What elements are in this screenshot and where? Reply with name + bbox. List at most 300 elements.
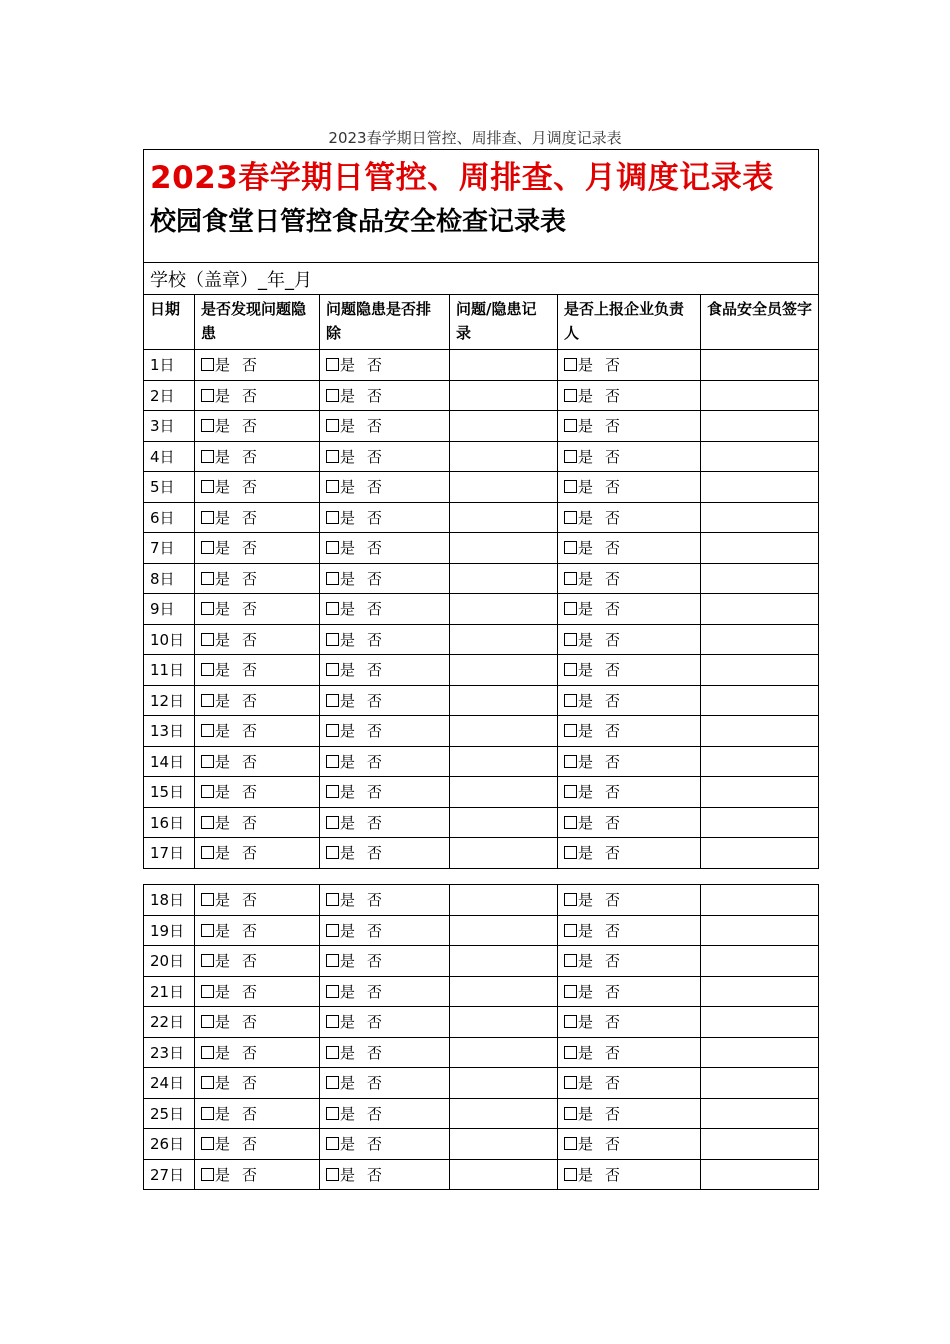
- checkbox-icon[interactable]: [564, 816, 577, 829]
- table-row: [144, 624, 819, 655]
- page-header: 2023春学期日管控、周排查、月调度记录表: [328, 129, 622, 147]
- option-no: 否: [367, 691, 383, 710]
- table-row: [144, 685, 819, 716]
- checkbox-icon[interactable]: [326, 480, 339, 493]
- option-no: 否: [605, 569, 621, 588]
- option-no: 否: [367, 539, 383, 558]
- option-no: 否: [367, 356, 383, 375]
- checkbox-icon[interactable]: [201, 511, 214, 524]
- reported-cell: [558, 411, 701, 442]
- reported-cell: [558, 1037, 701, 1068]
- checkbox-icon[interactable]: [326, 694, 339, 707]
- signature-cell[interactable]: [701, 746, 819, 777]
- checkbox-icon[interactable]: [564, 1168, 577, 1181]
- option-yes: 是: [215, 630, 231, 649]
- option-yes: 是: [215, 891, 231, 910]
- signature-cell[interactable]: [701, 838, 819, 869]
- checkbox-icon[interactable]: [201, 572, 214, 585]
- option-no: 否: [367, 508, 383, 527]
- signature-cell[interactable]: [701, 885, 819, 916]
- issue-record-cell[interactable]: [450, 350, 558, 381]
- column-header-signature: 食品安全员签字: [701, 295, 819, 350]
- issue-found-cell: [195, 1007, 320, 1038]
- option-yes: 是: [578, 1013, 594, 1032]
- issue-resolved-cell: [320, 472, 450, 503]
- checkbox-icon[interactable]: [326, 663, 339, 676]
- option-no: 否: [605, 691, 621, 710]
- checkbox-icon[interactable]: [201, 924, 214, 937]
- option-yes: 是: [215, 508, 231, 527]
- checkbox-icon[interactable]: [564, 954, 577, 967]
- issue-record-cell[interactable]: [450, 502, 558, 533]
- issue-resolved-cell: [320, 502, 450, 533]
- column-header-reported: 是否上报企业负责人: [558, 295, 701, 350]
- option-yes: 是: [215, 356, 231, 375]
- issue-resolved-cell: [320, 1037, 450, 1068]
- option-no: 否: [242, 1043, 258, 1062]
- option-yes: 是: [340, 386, 356, 405]
- signature-cell[interactable]: [701, 915, 819, 946]
- checkbox-icon[interactable]: [564, 1076, 577, 1089]
- table-row: [144, 1098, 819, 1129]
- issue-resolved-cell: [320, 915, 450, 946]
- checkbox-icon[interactable]: [201, 389, 214, 402]
- checkbox-icon[interactable]: [326, 602, 339, 615]
- option-yes: 是: [340, 844, 356, 863]
- document-subtitle: 校园食堂日管控食品安全检查记录表: [150, 207, 567, 237]
- option-no: 否: [367, 891, 383, 910]
- checkbox-icon[interactable]: [326, 1046, 339, 1059]
- option-yes: 是: [578, 569, 594, 588]
- option-no: 否: [367, 1013, 383, 1032]
- checkbox-icon[interactable]: [326, 541, 339, 554]
- table-row: [144, 1007, 819, 1038]
- signature-cell[interactable]: [701, 563, 819, 594]
- checkbox-icon[interactable]: [201, 358, 214, 371]
- checkbox-icon[interactable]: [564, 893, 577, 906]
- signature-cell[interactable]: [701, 777, 819, 808]
- option-yes: 是: [578, 356, 594, 375]
- option-no: 否: [242, 1013, 258, 1032]
- issue-record-cell[interactable]: [450, 1007, 558, 1038]
- table-row: [144, 1129, 819, 1160]
- date-cell: 7日: [144, 533, 195, 564]
- signature-cell[interactable]: [701, 716, 819, 747]
- checkbox-icon[interactable]: [326, 985, 339, 998]
- issue-found-cell: [195, 716, 320, 747]
- option-yes: 是: [215, 1165, 231, 1184]
- reported-cell: [558, 685, 701, 716]
- option-no: 否: [242, 539, 258, 558]
- reported-cell: [558, 563, 701, 594]
- checkbox-icon[interactable]: [201, 633, 214, 646]
- option-yes: 是: [578, 952, 594, 971]
- checkbox-icon[interactable]: [564, 633, 577, 646]
- date-cell: 12日: [144, 685, 195, 716]
- signature-cell[interactable]: [701, 1068, 819, 1099]
- checkbox-icon[interactable]: [326, 633, 339, 646]
- reported-cell: [558, 533, 701, 564]
- issue-resolved-cell: [320, 563, 450, 594]
- checkbox-icon[interactable]: [564, 1137, 577, 1150]
- option-yes: 是: [215, 691, 231, 710]
- reported-cell: [558, 441, 701, 472]
- option-no: 否: [605, 752, 621, 771]
- reported-cell: [558, 472, 701, 503]
- checkbox-icon[interactable]: [326, 1076, 339, 1089]
- option-yes: 是: [215, 417, 231, 436]
- signature-cell[interactable]: [701, 807, 819, 838]
- option-yes: 是: [340, 982, 356, 1001]
- issue-record-cell[interactable]: [450, 1159, 558, 1190]
- signature-cell[interactable]: [701, 350, 819, 381]
- option-yes: 是: [578, 661, 594, 680]
- issue-record-cell[interactable]: [450, 411, 558, 442]
- option-no: 否: [242, 508, 258, 527]
- option-yes: 是: [340, 752, 356, 771]
- checkbox-icon[interactable]: [201, 1107, 214, 1120]
- option-no: 否: [242, 417, 258, 436]
- checkbox-icon[interactable]: [201, 480, 214, 493]
- checkbox-icon[interactable]: [201, 1168, 214, 1181]
- issue-record-cell[interactable]: [450, 915, 558, 946]
- option-yes: 是: [340, 722, 356, 741]
- table-row: [144, 502, 819, 533]
- table-header-row: [144, 295, 819, 350]
- date-cell: 17日: [144, 838, 195, 869]
- option-no: 否: [242, 1104, 258, 1123]
- issue-found-cell: [195, 350, 320, 381]
- issue-record-cell[interactable]: [450, 685, 558, 716]
- date-cell: 22日: [144, 1007, 195, 1038]
- option-yes: 是: [578, 1135, 594, 1154]
- checkbox-icon[interactable]: [564, 694, 577, 707]
- checkbox-icon[interactable]: [201, 724, 214, 737]
- issue-resolved-cell: [320, 441, 450, 472]
- reported-cell: [558, 350, 701, 381]
- option-yes: 是: [340, 356, 356, 375]
- signature-cell[interactable]: [701, 1037, 819, 1068]
- checkbox-icon[interactable]: [564, 924, 577, 937]
- issue-record-cell[interactable]: [450, 716, 558, 747]
- checkbox-icon[interactable]: [201, 1137, 214, 1150]
- issue-found-cell: [195, 380, 320, 411]
- table-row: [144, 885, 819, 916]
- checkbox-icon[interactable]: [564, 358, 577, 371]
- option-no: 否: [367, 813, 383, 832]
- checkbox-icon[interactable]: [326, 511, 339, 524]
- reported-cell: [558, 1159, 701, 1190]
- checkbox-icon[interactable]: [326, 419, 339, 432]
- table-row: [144, 716, 819, 747]
- table-row: [144, 441, 819, 472]
- issue-record-cell[interactable]: [450, 594, 558, 625]
- option-no: 否: [605, 1165, 621, 1184]
- option-no: 否: [367, 752, 383, 771]
- checkbox-icon[interactable]: [326, 450, 339, 463]
- checkbox-icon[interactable]: [326, 954, 339, 967]
- option-yes: 是: [340, 1074, 356, 1093]
- checkbox-icon[interactable]: [201, 450, 214, 463]
- reported-cell: [558, 746, 701, 777]
- checkbox-icon[interactable]: [326, 893, 339, 906]
- issue-found-cell: [195, 411, 320, 442]
- issue-resolved-cell: [320, 533, 450, 564]
- issue-record-cell[interactable]: [450, 624, 558, 655]
- option-no: 否: [242, 1165, 258, 1184]
- checkbox-icon[interactable]: [564, 419, 577, 432]
- issue-record-cell[interactable]: [450, 472, 558, 503]
- issue-resolved-cell: [320, 746, 450, 777]
- reported-cell: [558, 1007, 701, 1038]
- column-header-issue-record: 问题/隐患记录: [450, 295, 558, 350]
- option-no: 否: [367, 783, 383, 802]
- issue-record-cell[interactable]: [450, 885, 558, 916]
- checkbox-icon[interactable]: [564, 1046, 577, 1059]
- signature-cell[interactable]: [701, 655, 819, 686]
- date-cell: 10日: [144, 624, 195, 655]
- issue-resolved-cell: [320, 380, 450, 411]
- option-no: 否: [605, 952, 621, 971]
- checkbox-icon[interactable]: [564, 389, 577, 402]
- checkbox-icon[interactable]: [564, 480, 577, 493]
- option-yes: 是: [215, 952, 231, 971]
- checkbox-icon[interactable]: [201, 816, 214, 829]
- option-yes: 是: [578, 722, 594, 741]
- issue-found-cell: [195, 655, 320, 686]
- checkbox-icon[interactable]: [564, 846, 577, 859]
- date-cell: 3日: [144, 411, 195, 442]
- issue-resolved-cell: [320, 838, 450, 869]
- option-no: 否: [605, 982, 621, 1001]
- checkbox-icon[interactable]: [326, 389, 339, 402]
- checkbox-icon[interactable]: [201, 954, 214, 967]
- checkbox-icon[interactable]: [201, 1015, 214, 1028]
- reported-cell: [558, 915, 701, 946]
- checkbox-icon[interactable]: [201, 893, 214, 906]
- checkbox-icon[interactable]: [201, 541, 214, 554]
- issue-record-cell[interactable]: [450, 380, 558, 411]
- reported-cell: [558, 502, 701, 533]
- option-yes: 是: [340, 921, 356, 940]
- checkbox-icon[interactable]: [326, 358, 339, 371]
- signature-cell[interactable]: [701, 946, 819, 977]
- checkbox-icon[interactable]: [326, 816, 339, 829]
- signature-cell[interactable]: [701, 411, 819, 442]
- table-row: [144, 594, 819, 625]
- option-no: 否: [605, 921, 621, 940]
- issue-found-cell: [195, 1129, 320, 1160]
- checkbox-icon[interactable]: [326, 1168, 339, 1181]
- option-yes: 是: [215, 539, 231, 558]
- option-no: 否: [605, 1135, 621, 1154]
- checkbox-icon[interactable]: [201, 846, 214, 859]
- checkbox-icon[interactable]: [564, 572, 577, 585]
- signature-cell[interactable]: [701, 1007, 819, 1038]
- signature-cell[interactable]: [701, 502, 819, 533]
- issue-record-cell[interactable]: [450, 1068, 558, 1099]
- option-yes: 是: [215, 1135, 231, 1154]
- issue-record-cell[interactable]: [450, 1037, 558, 1068]
- checkbox-icon[interactable]: [564, 663, 577, 676]
- option-yes: 是: [578, 783, 594, 802]
- checkbox-icon[interactable]: [326, 846, 339, 859]
- option-no: 否: [242, 921, 258, 940]
- issue-record-cell[interactable]: [450, 807, 558, 838]
- option-no: 否: [367, 661, 383, 680]
- table-row: [144, 746, 819, 777]
- issue-found-cell: [195, 1098, 320, 1129]
- signature-cell[interactable]: [701, 441, 819, 472]
- option-yes: 是: [215, 1074, 231, 1093]
- issue-found-cell: [195, 915, 320, 946]
- signature-cell[interactable]: [701, 533, 819, 564]
- option-yes: 是: [215, 661, 231, 680]
- date-cell: 24日: [144, 1068, 195, 1099]
- checkbox-icon[interactable]: [564, 755, 577, 768]
- checkbox-icon[interactable]: [326, 1107, 339, 1120]
- issue-record-cell[interactable]: [450, 777, 558, 808]
- table-row: [144, 915, 819, 946]
- issue-found-cell: [195, 1037, 320, 1068]
- checkbox-icon[interactable]: [564, 511, 577, 524]
- issue-record-cell[interactable]: [450, 655, 558, 686]
- option-yes: 是: [215, 1043, 231, 1062]
- option-no: 否: [605, 722, 621, 741]
- signature-cell[interactable]: [701, 472, 819, 503]
- issue-record-cell[interactable]: [450, 976, 558, 1007]
- option-no: 否: [242, 952, 258, 971]
- option-yes: 是: [340, 1013, 356, 1032]
- option-yes: 是: [215, 813, 231, 832]
- reported-cell: [558, 380, 701, 411]
- option-no: 否: [367, 1135, 383, 1154]
- issue-record-cell[interactable]: [450, 1098, 558, 1129]
- checkbox-icon[interactable]: [564, 1015, 577, 1028]
- option-no: 否: [605, 630, 621, 649]
- checkbox-icon[interactable]: [201, 1046, 214, 1059]
- issue-resolved-cell: [320, 807, 450, 838]
- date-cell: 5日: [144, 472, 195, 503]
- issue-record-cell[interactable]: [450, 838, 558, 869]
- checkbox-icon[interactable]: [201, 694, 214, 707]
- option-yes: 是: [578, 630, 594, 649]
- checkbox-icon[interactable]: [326, 785, 339, 798]
- issue-resolved-cell: [320, 1159, 450, 1190]
- option-no: 否: [367, 1104, 383, 1123]
- checkbox-icon[interactable]: [564, 602, 577, 615]
- checkbox-icon[interactable]: [564, 1107, 577, 1120]
- option-no: 否: [367, 722, 383, 741]
- issue-resolved-cell: [320, 777, 450, 808]
- option-no: 否: [242, 783, 258, 802]
- checkbox-icon[interactable]: [201, 785, 214, 798]
- option-yes: 是: [215, 844, 231, 863]
- issue-record-cell[interactable]: [450, 441, 558, 472]
- reported-cell: [558, 655, 701, 686]
- option-no: 否: [242, 600, 258, 619]
- issue-record-cell[interactable]: [450, 563, 558, 594]
- checkbox-icon[interactable]: [201, 602, 214, 615]
- option-no: 否: [242, 982, 258, 1001]
- issue-resolved-cell: [320, 411, 450, 442]
- issue-resolved-cell: [320, 350, 450, 381]
- table-row: [144, 946, 819, 977]
- checkbox-icon[interactable]: [564, 541, 577, 554]
- reported-cell: [558, 838, 701, 869]
- table-row: [144, 563, 819, 594]
- option-yes: 是: [578, 1074, 594, 1093]
- issue-resolved-cell: [320, 1007, 450, 1038]
- option-yes: 是: [340, 630, 356, 649]
- table-row: [144, 1159, 819, 1190]
- reported-cell: [558, 777, 701, 808]
- column-header-date: 日期: [144, 295, 195, 350]
- date-cell: 21日: [144, 976, 195, 1007]
- signature-cell[interactable]: [701, 594, 819, 625]
- issue-record-cell[interactable]: [450, 1129, 558, 1160]
- checkbox-icon[interactable]: [564, 985, 577, 998]
- checkbox-icon[interactable]: [201, 663, 214, 676]
- checkbox-icon[interactable]: [326, 572, 339, 585]
- signature-cell[interactable]: [701, 976, 819, 1007]
- option-yes: 是: [215, 447, 231, 466]
- date-cell: 8日: [144, 563, 195, 594]
- date-cell: 4日: [144, 441, 195, 472]
- signature-cell[interactable]: [701, 380, 819, 411]
- school-line: 学校（盖章）_年_月: [144, 263, 819, 295]
- option-no: 否: [605, 386, 621, 405]
- checkbox-icon[interactable]: [564, 450, 577, 463]
- checkbox-icon[interactable]: [326, 724, 339, 737]
- checkbox-icon[interactable]: [326, 924, 339, 937]
- option-yes: 是: [340, 661, 356, 680]
- date-cell: 6日: [144, 502, 195, 533]
- option-yes: 是: [215, 722, 231, 741]
- signature-cell[interactable]: [701, 1098, 819, 1129]
- option-no: 否: [242, 691, 258, 710]
- date-cell: 15日: [144, 777, 195, 808]
- option-yes: 是: [578, 1165, 594, 1184]
- option-yes: 是: [340, 1135, 356, 1154]
- option-yes: 是: [578, 921, 594, 940]
- checkbox-icon[interactable]: [326, 1015, 339, 1028]
- issue-record-cell[interactable]: [450, 533, 558, 564]
- checkbox-icon[interactable]: [564, 785, 577, 798]
- signature-cell[interactable]: [701, 1159, 819, 1190]
- signature-cell[interactable]: [701, 685, 819, 716]
- issue-record-cell[interactable]: [450, 946, 558, 977]
- issue-found-cell: [195, 472, 320, 503]
- option-no: 否: [605, 600, 621, 619]
- option-yes: 是: [215, 478, 231, 497]
- checkbox-icon[interactable]: [564, 724, 577, 737]
- checkbox-icon[interactable]: [326, 755, 339, 768]
- issue-record-cell[interactable]: [450, 746, 558, 777]
- signature-cell[interactable]: [701, 624, 819, 655]
- table-row: [144, 777, 819, 808]
- option-no: 否: [367, 952, 383, 971]
- option-yes: 是: [578, 386, 594, 405]
- checkbox-icon[interactable]: [201, 1076, 214, 1089]
- issue-found-cell: [195, 777, 320, 808]
- checkbox-icon[interactable]: [201, 985, 214, 998]
- date-cell: 2日: [144, 380, 195, 411]
- checkbox-icon[interactable]: [201, 419, 214, 432]
- signature-cell[interactable]: [701, 1129, 819, 1160]
- checkbox-icon[interactable]: [326, 1137, 339, 1150]
- checkbox-icon[interactable]: [201, 755, 214, 768]
